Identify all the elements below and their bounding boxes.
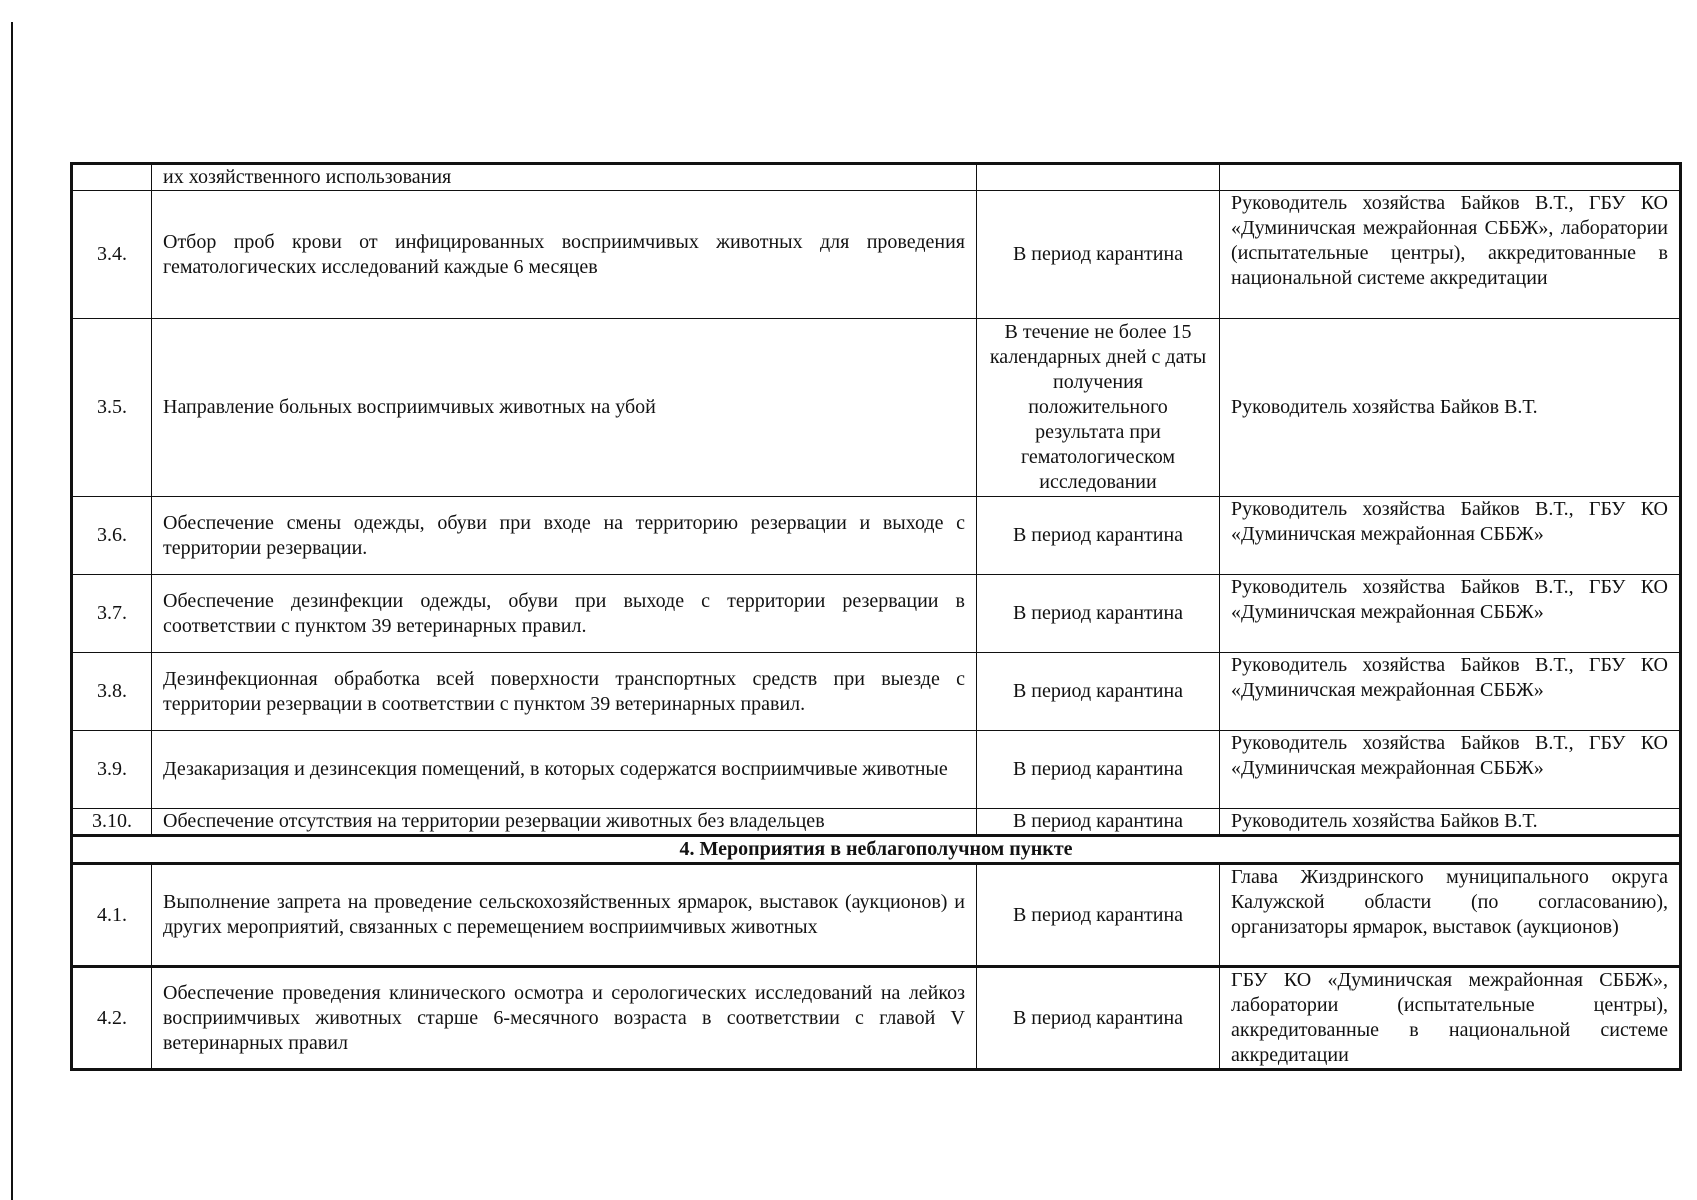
table-row [72, 497, 1681, 575]
row-term: В период карантина [977, 653, 1220, 731]
row-term: В период карантина [977, 809, 1220, 836]
row-responsible: Руководитель хозяйства Байков В.Т. [1220, 319, 1681, 497]
row-responsible: ГБУ КО «Думиничская межрайонная СББЖ», лаборатории (испытательные центры), аккредитованные в национальной системе аккредитации [1220, 967, 1681, 1070]
section-title: 4. Мероприятия в неблагополучном пункте [72, 836, 1681, 864]
row-term: В период карантина [977, 191, 1220, 319]
row-action: Обеспечение проведения клинического осмотра и серологических исследований на лейкоз восприимчивых животных старше 6-месячного возраста в соответствии с главой V ветеринарных правил [152, 967, 977, 1070]
row-number [72, 164, 152, 191]
row-responsible: Глава Жиздринского муниципального округа Калужской области (по согласованию), организаторы ярмарок, выставок (аукционов) [1220, 864, 1681, 967]
table-row [72, 191, 1681, 319]
row-number: 4.1. [72, 864, 152, 967]
row-term: В период карантина [977, 497, 1220, 575]
row-term: В период карантина [977, 731, 1220, 809]
row-responsible: Руководитель хозяйства Байков В.Т., ГБУ КО «Думиничская межрайонная СББЖ» [1220, 731, 1681, 809]
row-responsible [1220, 164, 1681, 191]
row-action: Отбор проб крови от инфицированных восприимчивых животных для проведения гематологических исследований каждые 6 месяцев [152, 191, 977, 319]
row-number: 3.7. [72, 575, 152, 653]
table-row [72, 731, 1681, 809]
measures-table [70, 162, 1682, 1071]
row-term: В период карантина [977, 967, 1220, 1070]
row-action: Дезакаризация и дезинсекция помещений, в которых содержатся восприимчивые животные [152, 731, 977, 809]
row-number: 3.4. [72, 191, 152, 319]
row-term [977, 164, 1220, 191]
row-action: Обеспечение дезинфекции одежды, обуви при выходе с территории резервации в соответствии с пунктом 39 ветеринарных правил. [152, 575, 977, 653]
row-number: 3.10. [72, 809, 152, 836]
page-margin-line [11, 22, 13, 1200]
table-row [72, 809, 1681, 836]
row-action: Дезинфекционная обработка всей поверхности транспортных средств при выезде с территории резервации в соответствии с пунктом 39 ветеринарных правил. [152, 653, 977, 731]
row-number: 3.9. [72, 731, 152, 809]
row-action: их хозяйственного использования [152, 164, 977, 191]
row-number: 3.8. [72, 653, 152, 731]
row-responsible: Руководитель хозяйства Байков В.Т., ГБУ КО «Думиничская межрайонная СББЖ» [1220, 497, 1681, 575]
row-action: Выполнение запрета на проведение сельскохозяйственных ярмарок, выставок (аукционов) и других мероприятий, связанных с перемещением восприимчивых животных [152, 864, 977, 967]
row-action: Направление больных восприимчивых животных на убой [152, 319, 977, 497]
row-number: 3.5. [72, 319, 152, 497]
row-responsible: Руководитель хозяйства Байков В.Т. [1220, 809, 1681, 836]
table-row [72, 864, 1681, 967]
table-row [72, 319, 1681, 497]
table-row [72, 164, 1681, 191]
row-responsible: Руководитель хозяйства Байков В.Т., ГБУ КО «Думиничская межрайонная СББЖ» [1220, 653, 1681, 731]
row-action: Обеспечение смены одежды, обуви при входе на территорию резервации и выходе с территории резервации. [152, 497, 977, 575]
table-row [72, 575, 1681, 653]
table-row [72, 967, 1681, 1070]
row-term: В период карантина [977, 864, 1220, 967]
section-header-row [72, 836, 1681, 864]
row-responsible: Руководитель хозяйства Байков В.Т., ГБУ КО «Думиничская межрайонная СББЖ», лаборатории (испытательные центры), аккредитованные в национальной системе аккредитации [1220, 191, 1681, 319]
row-term: В период карантина [977, 575, 1220, 653]
row-number: 4.2. [72, 967, 152, 1070]
row-responsible: Руководитель хозяйства Байков В.Т., ГБУ КО «Думиничская межрайонная СББЖ» [1220, 575, 1681, 653]
row-number: 3.6. [72, 497, 152, 575]
row-term: В течение не более 15 календарных дней с даты получения положительного результата при гематологическом исследовании [977, 319, 1220, 497]
row-action: Обеспечение отсутствия на территории резервации животных без владельцев [152, 809, 977, 836]
table-row [72, 653, 1681, 731]
